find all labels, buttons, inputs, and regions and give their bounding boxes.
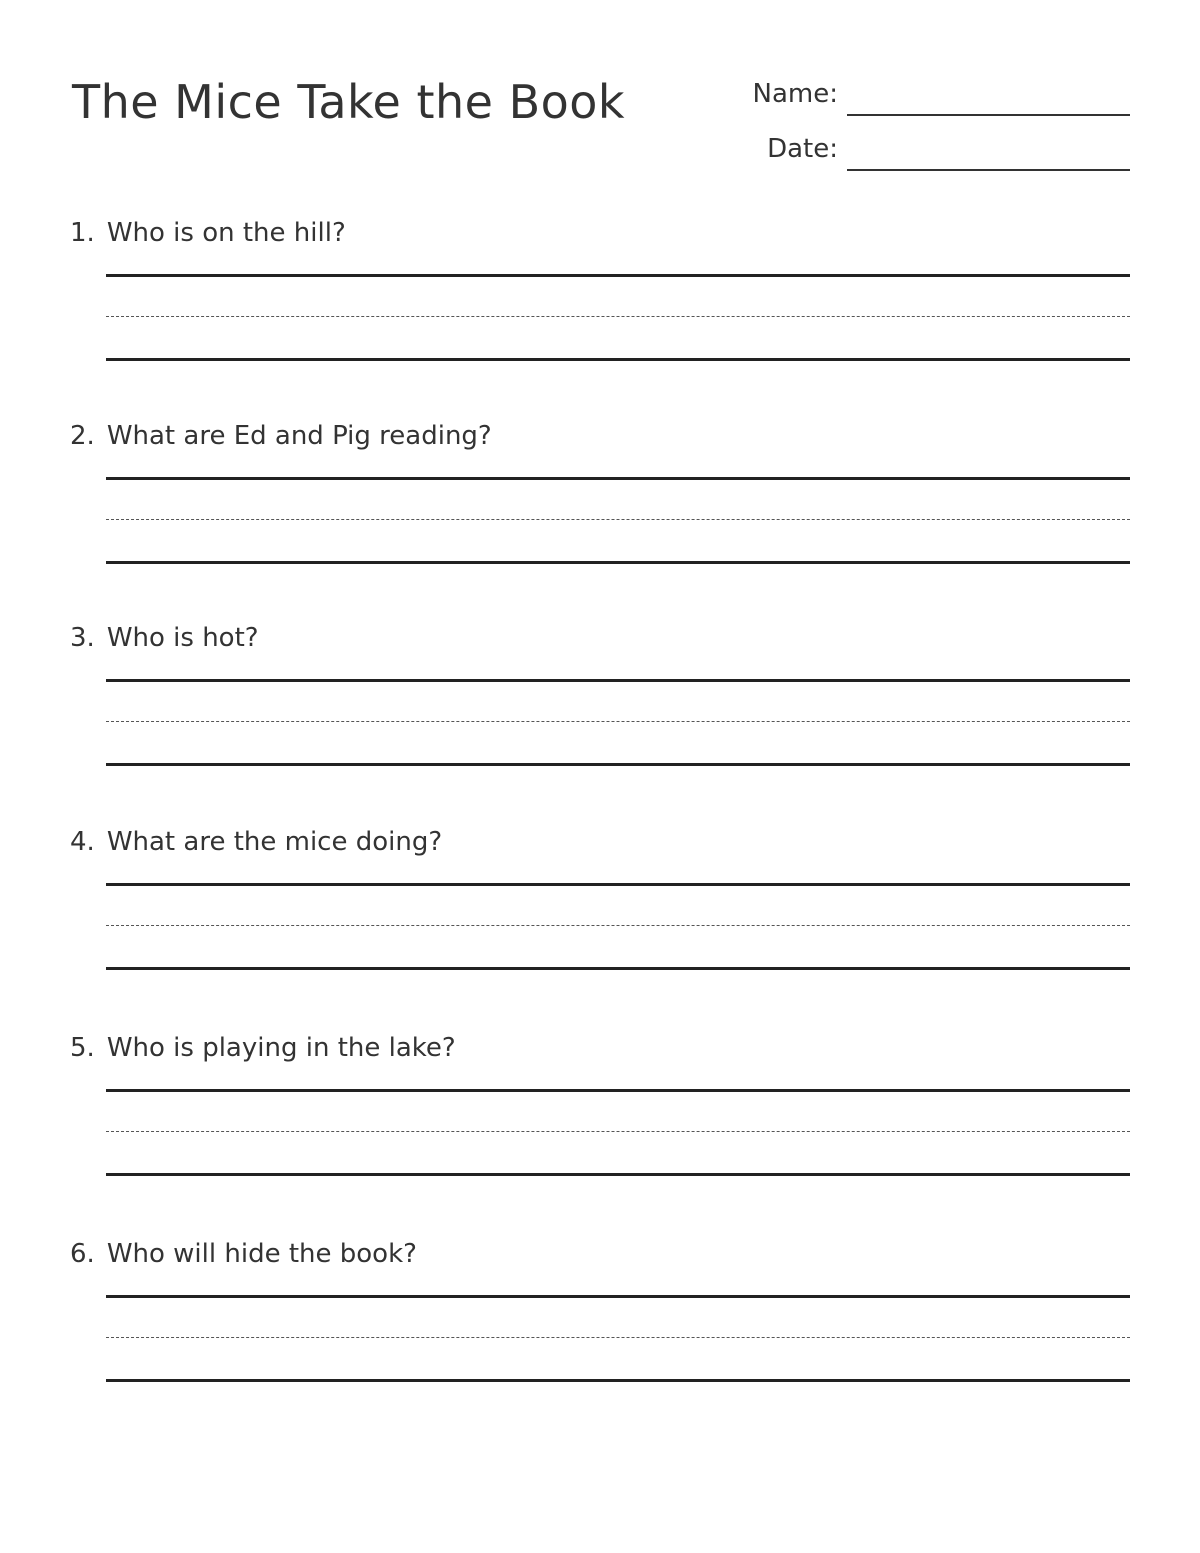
question-number: 5. xyxy=(70,1033,95,1063)
answer-mid-dashed-line[interactable] xyxy=(106,519,1130,520)
question-prompt: What are Ed and Pig reading? xyxy=(106,421,492,451)
name-field[interactable] xyxy=(700,76,1130,116)
question-number: 6. xyxy=(70,1239,95,1269)
answer-top-line[interactable] xyxy=(106,1089,1130,1092)
question-number: 4. xyxy=(70,827,95,857)
answer-base-line[interactable] xyxy=(106,1379,1130,1382)
question-text xyxy=(70,216,346,250)
answer-base-line[interactable] xyxy=(106,967,1130,970)
question-6 xyxy=(70,1237,1130,1417)
question-prompt: Who will hide the book? xyxy=(106,1239,417,1269)
answer-base-line[interactable] xyxy=(106,1173,1130,1176)
question-prompt: Who is playing in the lake? xyxy=(106,1033,456,1063)
name-label: Name: xyxy=(752,79,838,109)
answer-top-line[interactable] xyxy=(106,679,1130,682)
question-text xyxy=(70,621,259,655)
question-text xyxy=(70,1237,417,1271)
question-number: 3. xyxy=(70,623,95,653)
answer-mid-dashed-line[interactable] xyxy=(106,316,1130,317)
date-label: Date: xyxy=(767,134,838,164)
question-text xyxy=(70,1031,456,1065)
question-1 xyxy=(70,216,1130,396)
answer-mid-dashed-line[interactable] xyxy=(106,1337,1130,1338)
question-text xyxy=(70,825,442,859)
answer-mid-dashed-line[interactable] xyxy=(106,1131,1130,1132)
answer-base-line[interactable] xyxy=(106,763,1130,766)
question-prompt: What are the mice doing? xyxy=(106,827,443,857)
answer-mid-dashed-line[interactable] xyxy=(106,925,1130,926)
date-field[interactable] xyxy=(700,131,1130,171)
name-write-line[interactable] xyxy=(847,114,1130,116)
question-5 xyxy=(70,1031,1130,1211)
answer-top-line[interactable] xyxy=(106,883,1130,886)
question-prompt: Who is on the hill? xyxy=(106,218,346,248)
answer-top-line[interactable] xyxy=(106,477,1130,480)
answer-base-line[interactable] xyxy=(106,561,1130,564)
worksheet-title: The Mice Take the Book xyxy=(72,75,626,129)
question-4 xyxy=(70,825,1130,1005)
answer-base-line[interactable] xyxy=(106,358,1130,361)
question-3 xyxy=(70,621,1130,801)
question-prompt: Who is hot? xyxy=(106,623,259,653)
answer-top-line[interactable] xyxy=(106,274,1130,277)
question-number: 2. xyxy=(70,421,95,451)
question-text xyxy=(70,419,492,453)
answer-mid-dashed-line[interactable] xyxy=(106,721,1130,722)
answer-top-line[interactable] xyxy=(106,1295,1130,1298)
question-2 xyxy=(70,419,1130,599)
question-number: 1. xyxy=(70,218,95,248)
date-write-line[interactable] xyxy=(847,169,1130,171)
